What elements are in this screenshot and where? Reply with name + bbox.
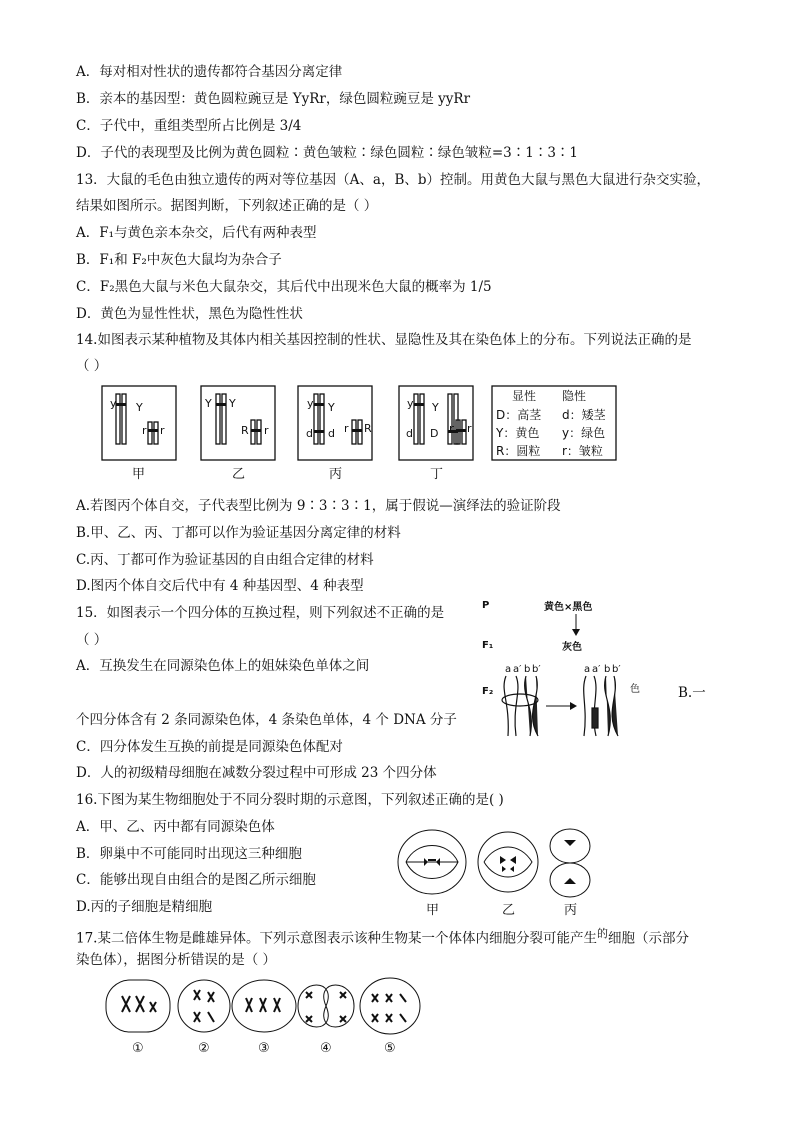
- q15-option-a: A．互换发生在同源染色体上的姐妹染色单体之间: [76, 658, 370, 674]
- svg-text:a: a: [584, 664, 591, 675]
- legend-row-2-rec: y：绿色: [562, 426, 606, 440]
- q13-option-d: D．黄色为显性性状，黑色为隐性性状: [76, 306, 303, 322]
- q16-label-jia: 甲: [426, 903, 440, 918]
- svg-text:b: b: [604, 664, 611, 675]
- svg-text:D: D: [430, 427, 439, 440]
- svg-text:R: R: [241, 424, 249, 437]
- legend-header-recessive: 隐性: [562, 389, 587, 403]
- q12-option-d: D．子代的表现型及比例为黄色圆粒∶黄色皱粒∶绿色圆粒∶绿色皱粒=3∶1∶3∶1: [76, 145, 578, 161]
- q12-option-c: C．子代中，重组类型所占比例是 3/4: [76, 118, 302, 134]
- q14-option-b: B.甲、乙、丙、丁都可以作为验证基因分离定律的材料: [76, 525, 401, 541]
- q14-stem-line1: 14.如图表示某种植物及其体内相关基因控制的性状、显隐性及其在染色体上的分布。下列说法正确的是: [76, 332, 692, 348]
- fig-stray-char: 色: [630, 684, 640, 695]
- q14-option-a: A.若图丙个体自交，子代表型比例为 9∶3∶3∶1，属于假说—演绎法的验证阶段: [76, 498, 561, 514]
- fig-f2-label: F₂: [482, 686, 494, 697]
- svg-text:d: d: [406, 427, 413, 440]
- q16-stem: 16.下图为某生物细胞处于不同分裂时期的示意图，下列叙述正确的是( ): [76, 792, 504, 808]
- q16-option-d: D.丙的子细胞是精细胞: [76, 899, 213, 915]
- svg-text:Y: Y: [205, 397, 212, 410]
- q13-option-b: B．F₁和 F₂中灰色大鼠均为杂合子: [76, 252, 282, 268]
- q14-option-d: D.图丙个体自交后代中有 4 种基因型、4 种表型: [76, 578, 364, 594]
- q15-option-d: D．人的初级精母细胞在减数分裂过程中可形成 23 个四分体: [76, 765, 437, 781]
- q16-label-bing: 丙: [564, 903, 578, 918]
- q15-option-b-cont: 个四分体含有 2 条同源染色体，4 条染色单体，4 个 DNA 分子: [76, 712, 457, 728]
- svg-text:b: b: [524, 664, 531, 675]
- q17-label-1: ①: [132, 1041, 144, 1056]
- q13-stem-line2: 结果如图所示。据图判断，下列叙述正确的是（ ）: [76, 198, 378, 214]
- q13-stem-line1: 13．大鼠的毛色由独立遗传的两对等位基因（A、a，B、b）控制。用黄色大鼠与黑色大鼠进行杂交实验，: [76, 172, 711, 188]
- q17-stem-line1: [76, 925, 689, 948]
- q17-stem-part2: 细胞（示部分: [607, 930, 689, 947]
- q13-option-c: C．F₂黑色大鼠与米色大鼠杂交，其后代中出现米色大鼠的概率为 1/5: [76, 279, 492, 295]
- q15-crossing-over-figure: [480, 596, 640, 740]
- q16-label-yi: 乙: [502, 903, 516, 918]
- svg-text:a′: a′: [513, 664, 522, 675]
- svg-text:d: d: [306, 427, 313, 440]
- q17-label-5: ⑤: [384, 1041, 396, 1056]
- svg-text:r: r: [142, 424, 147, 437]
- svg-text:r: r: [264, 424, 269, 437]
- svg-text:Y: Y: [229, 397, 236, 410]
- fig-f1-label: F₁: [482, 640, 494, 651]
- q17-label-3: ③: [258, 1041, 270, 1056]
- svg-text:b′: b′: [612, 664, 621, 675]
- legend-header-dominant: 显性: [512, 389, 537, 403]
- svg-text:y: y: [307, 397, 314, 410]
- legend-row-3-rec: r：皱粒: [562, 444, 603, 458]
- q14-label-ding: 丁: [430, 467, 444, 482]
- q15-stem-line1: 15．如图表示一个四分体的互换过程，则下列叙述不正确的是: [76, 605, 445, 621]
- q17-stem-part1: 17.某二倍体生物是雌雄异体。下列示意图表示该种生物某一个体体内细胞分裂可能产生: [76, 930, 597, 947]
- svg-text:Y: Y: [328, 401, 335, 414]
- q17-label-2: ②: [198, 1041, 210, 1056]
- svg-text:r: r: [344, 422, 349, 435]
- q17-stem-line2: 染色体），据图分析错误的是（ ）: [76, 952, 277, 968]
- legend-row-2-dom: Y：黄色: [496, 426, 540, 440]
- q15-option-b-start: B.一: [678, 685, 706, 701]
- q17-cell-figure: [100, 972, 430, 1056]
- q16-option-b: B．卵巢中不可能同时出现这三种细胞: [76, 846, 302, 862]
- svg-text:Y: Y: [432, 401, 439, 414]
- q17-label-4: ④: [320, 1041, 332, 1056]
- svg-text:d: d: [328, 427, 335, 440]
- q14-option-c: C.丙、丁都可作为验证基因的自由组合定律的材料: [76, 552, 374, 568]
- legend-row-1-rec: d：矮茎: [562, 408, 606, 422]
- q12-option-b: B．亲本的基因型：黄色圆粒豌豆是 YyRr，绿色圆粒豌豆是 yyRr: [76, 91, 471, 107]
- q14-stem-line2: （ ）: [76, 358, 108, 374]
- fig-f1-pheno: 灰色: [562, 642, 582, 653]
- fig-cross: 黄色×黑色: [544, 602, 593, 613]
- q13-option-a: A．F₁与黄色亲本杂交，后代有两种表型: [76, 225, 317, 241]
- fig-p-label: P: [482, 600, 490, 611]
- svg-text:r: r: [160, 424, 165, 437]
- svg-text:r: r: [449, 422, 454, 435]
- q14-label-yi: 乙: [232, 467, 246, 482]
- q14-label-jia: 甲: [132, 467, 146, 482]
- q14-chromosome-figure: [96, 382, 626, 482]
- svg-text:y: y: [407, 397, 414, 410]
- q12-option-a: A．每对相对性状的遗传都符合基因分离定律: [76, 64, 343, 80]
- q16-cell-division-figure: [396, 822, 606, 922]
- q14-label-bing: 丙: [329, 467, 343, 482]
- q15-option-c: C．四分体发生互换的前提是同源染色体配对: [76, 739, 343, 755]
- svg-text:R: R: [364, 422, 372, 435]
- q17-stem-sup: 的: [596, 927, 608, 940]
- svg-text:Y: Y: [136, 401, 143, 414]
- svg-text:y: y: [110, 397, 117, 410]
- q16-option-c: C．能够出现自由组合的是图乙所示细胞: [76, 872, 316, 888]
- svg-text:b′: b′: [532, 664, 541, 675]
- svg-text:a: a: [505, 664, 512, 675]
- q16-option-a: A．甲、乙、丙中都有同源染色体: [76, 819, 275, 835]
- legend-row-3-dom: R：圆粒: [496, 444, 541, 458]
- svg-text:r: r: [467, 422, 472, 435]
- legend-row-1-dom: D：高茎: [496, 408, 542, 422]
- svg-text:a′: a′: [592, 664, 601, 675]
- q15-stem-line2: （ ）: [76, 632, 108, 648]
